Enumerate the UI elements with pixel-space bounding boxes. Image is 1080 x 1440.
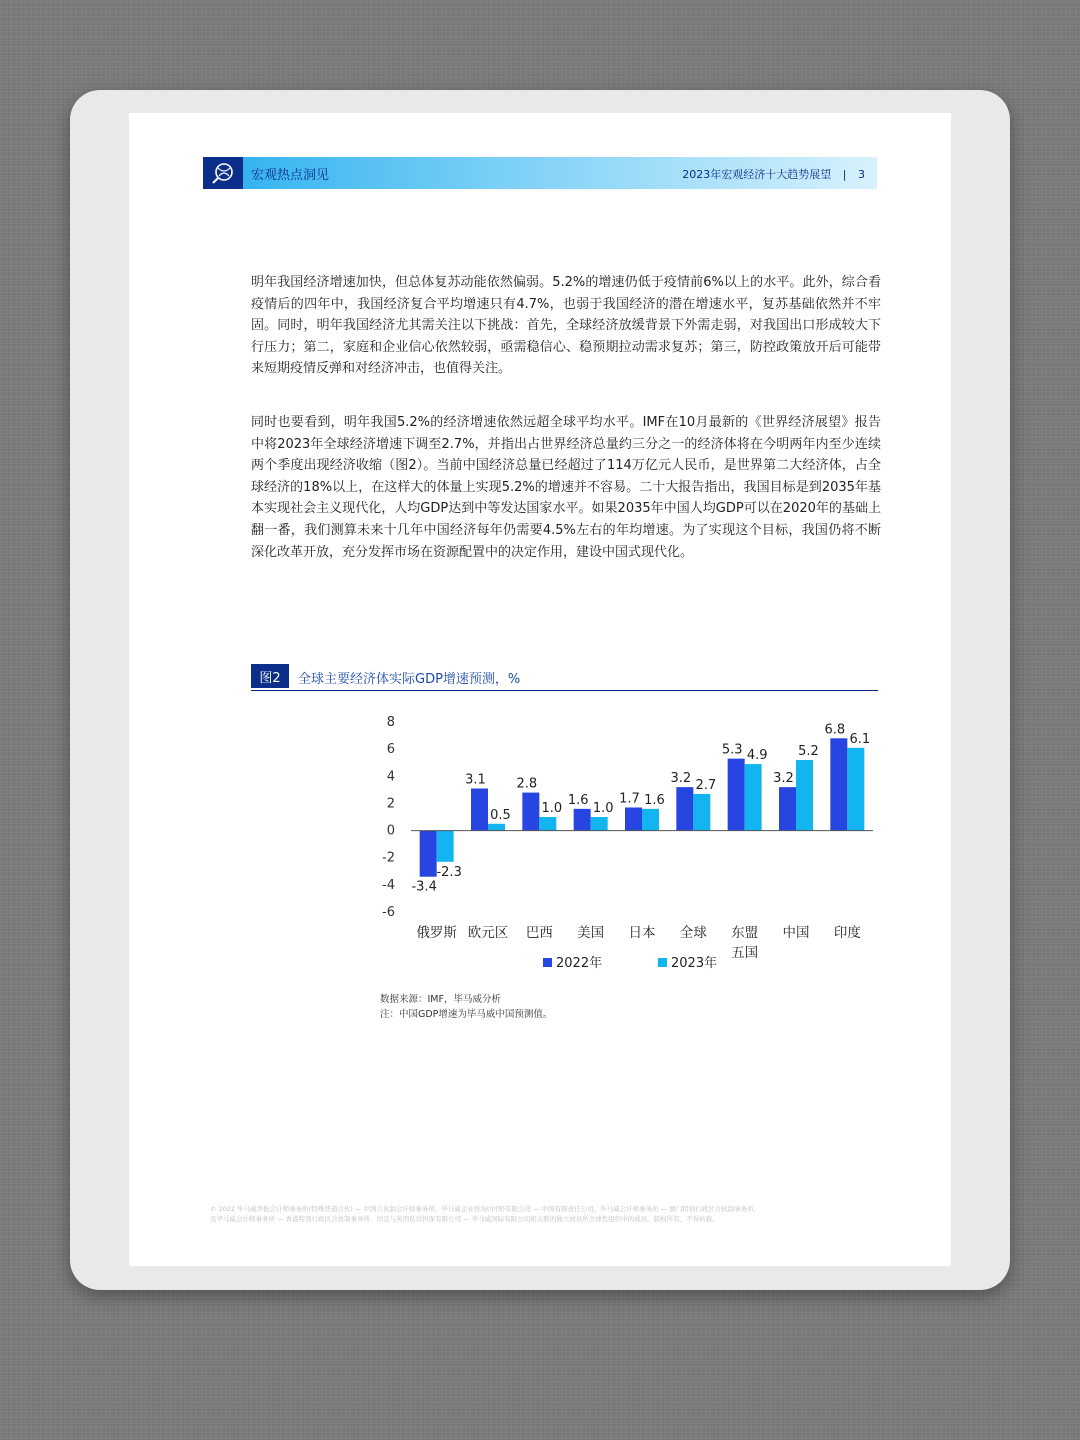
- footer-line-2: 及毕马威会计师事务所 — 香港特别行政区合伙制事务所，均是与英国私营担保有限公司 — 毕马威国际有限公司相关联的独立成员所全球性组织中的成员。版权所有，不得转载。: [210, 1215, 719, 1223]
- data-label: 1.7: [619, 791, 640, 807]
- bar-2022: [779, 787, 796, 830]
- figure-title-bar: [251, 664, 878, 691]
- bar-2022: [625, 808, 642, 831]
- bar-2023: [488, 824, 505, 831]
- bar-2022: [728, 759, 745, 831]
- x-category-label: 欧元区: [467, 925, 509, 941]
- y-tick-label: -6: [382, 905, 395, 920]
- bar-2023: [745, 764, 762, 831]
- paragraph-1: 明年我国经济增速加快，但总体复苏动能依然偏弱。5.2%的增速仍低于疫情前6%以上的水平。此外，综合看疫情后的四年中，我国经济复合平均增速只有4.7%，也弱于我国经济的潜在增速水平，复苏基础依然并不牢固。同时，明年我国经济尤其需关注以下挑战：首先，全球经济放缓背景下外需走弱，对我国出口形成较大下行压力；第二，家庭和企业信心依然较弱，亟需稳信心、稳预期拉动需求复苏；第三，防控政策放开后可能带来短期疫情反弹和对经济冲击，也值得关注。: [251, 275, 881, 377]
- data-label: 1.6: [644, 792, 665, 808]
- report-title: 2023年宏观经济十大趋势展望: [682, 168, 832, 181]
- data-label: 6.1: [849, 731, 871, 747]
- y-tick-label: -4: [382, 877, 395, 893]
- x-category-label: 五国: [731, 945, 759, 961]
- legend-swatch-2023: [658, 958, 667, 967]
- page-number: 3: [858, 168, 865, 181]
- paragraph-2: 同时也要看到，明年我国5.2%的经济增速依然远超全球平均水平。IMF在10月最新的《世界经济展望》报告中将2023年全球经济增速下调至2.7%，并指出占世界经济总量约三分之一的经济体将在今明两年内至少连续两个季度出现经济收缩（图2）。当前中国经济总量已经超过了114万亿元人民币，是世界第二大经济体，占全球经济的18%以上，在这样大的体量上实现5.2%的增速并不容易。二十大报告指出，我国目标是到2035年基本实现社会主义现代化，人均GDP达到中等发达国家水平。如果2035年中国人均GDP可以在2020年的基础上翻一番，我们测算未来十几年中国经济每年仍需要4.5%左右的年均增速。为了实现这个目标，我国仍将不断深化改革开放，充分发挥市场在资源配置中的决定作用，建设中国式现代化。: [251, 415, 881, 560]
- insight-logo-icon: [203, 157, 243, 189]
- bar-2023: [693, 794, 710, 831]
- legend-label: 2023年: [671, 956, 718, 971]
- bar-2023: [796, 760, 813, 831]
- y-tick-label: 4: [386, 769, 395, 785]
- bar-2022: [676, 787, 693, 830]
- bar-2023: [847, 748, 864, 831]
- data-label: 4.9: [746, 748, 768, 764]
- bar-2023: [642, 809, 659, 831]
- bar-2023: [437, 831, 454, 862]
- x-category-label: 俄罗斯: [416, 925, 457, 941]
- data-label: -2.3: [436, 864, 462, 880]
- y-tick-label: 2: [386, 796, 395, 812]
- report-title-page: [682, 166, 865, 182]
- legend-swatch-2022: [543, 958, 552, 967]
- x-category-label: 全球: [679, 925, 707, 941]
- page-header: [203, 157, 877, 189]
- legend-label: 2022年: [556, 956, 603, 971]
- y-tick-label: 8: [386, 715, 395, 730]
- data-label: 3.1: [465, 772, 486, 788]
- data-label: 2.7: [695, 777, 717, 793]
- data-label: 6.8: [824, 722, 846, 738]
- bar-2022: [471, 789, 488, 831]
- figure-tag: 图2: [251, 664, 289, 688]
- footer-line-1: © 2022 毕马威华振会计师事务所(特殊普通合伙) — 中国合伙制会计师事务所，毕马威企业咨询(中国)有限公司 — 中国有限责任公司，毕马威会计师事务所 — 澳门特别行政区合伙制事务所，: [210, 1205, 761, 1213]
- bar-2022: [420, 831, 437, 877]
- y-tick-label: 6: [386, 742, 395, 758]
- data-label: 1.6: [567, 792, 589, 808]
- x-category-label: 日本: [628, 925, 656, 941]
- copyright-footer: [210, 1204, 890, 1224]
- bar-2023: [539, 817, 556, 831]
- y-tick-label: -2: [382, 850, 395, 866]
- data-label: 1.0: [592, 801, 614, 816]
- data-label: -3.4: [411, 879, 437, 895]
- gdp-growth-bar-chart: [251, 700, 891, 990]
- x-category-label: 美国: [577, 925, 605, 941]
- section-title: 宏观热点洞见: [251, 168, 330, 183]
- x-category-label: 印度: [833, 925, 861, 941]
- bar-2022: [830, 738, 847, 830]
- bar-2023: [591, 817, 608, 831]
- data-label: 3.2: [670, 771, 692, 787]
- data-label: 5.2: [798, 744, 819, 759]
- x-category-label: 中国: [782, 925, 810, 941]
- data-label: 5.3: [721, 742, 743, 758]
- data-label: 0.5: [490, 807, 511, 823]
- bar-2022: [522, 793, 539, 831]
- chart-note: 注：中国GDP增速为毕马威中国预测值。: [380, 1009, 553, 1020]
- x-category-label: 东盟: [731, 925, 759, 941]
- data-label: 3.2: [773, 771, 794, 787]
- figure-title: 全球主要经济体实际GDP增速预测，%: [298, 672, 521, 687]
- bar-2022: [574, 809, 591, 831]
- data-label: 1.0: [541, 801, 563, 816]
- y-tick-label: 0: [386, 823, 395, 839]
- header-separator: |: [842, 168, 847, 181]
- data-label: 2.8: [516, 776, 538, 792]
- x-category-label: 巴西: [525, 925, 553, 941]
- data-source: 数据来源：IMF，毕马威分析: [380, 994, 501, 1005]
